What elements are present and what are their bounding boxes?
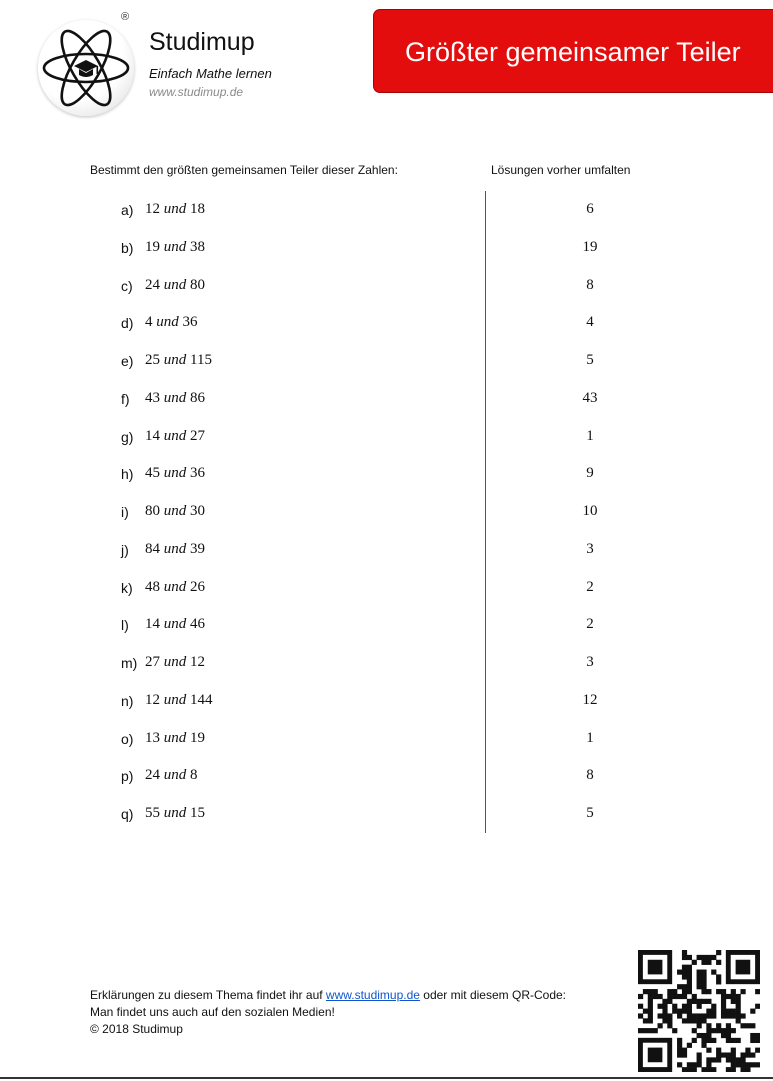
second-number: 26 (190, 578, 205, 595)
footer (90, 987, 566, 1038)
exercise-problem (145, 277, 205, 294)
exercise-row (0, 613, 773, 639)
second-number: 15 (190, 805, 205, 821)
exercise-row (0, 425, 773, 451)
and-word: und (163, 691, 187, 708)
exercise-letter: n) (121, 692, 134, 709)
brand-slogan: Einfach Mathe lernen (149, 66, 272, 81)
exercise-letter: j) (121, 541, 129, 558)
second-number: 80 (190, 276, 205, 293)
first-number: 84 (145, 540, 160, 557)
exercise-letter: m) (121, 655, 138, 671)
and-word: und (163, 238, 187, 255)
exercise-problem (145, 390, 205, 407)
exercise-letter: k) (121, 579, 133, 596)
page-title: Größter gemeinsamer Teiler (405, 37, 741, 67)
exercise-answer: 2 (586, 578, 594, 595)
first-number: 19 (145, 238, 160, 255)
footer-text-after-link: oder mit diesem QR-Code: (419, 988, 567, 1002)
exercise-problem (145, 314, 198, 331)
exercise-row (0, 764, 773, 790)
first-number: 12 (145, 691, 160, 708)
exercise-answer: 9 (586, 465, 594, 482)
and-word: und (163, 654, 187, 670)
exercise-row (0, 198, 773, 224)
exercise-row (0, 689, 773, 715)
title-banner (373, 9, 773, 93)
and-word: und (163, 578, 187, 595)
exercise-problem (145, 239, 205, 256)
logo (38, 14, 138, 114)
exercise-problem (145, 692, 213, 709)
copyright: © 2018 Studimup (90, 1022, 183, 1036)
second-number: 18 (190, 201, 205, 217)
exercise-answer: 19 (582, 238, 598, 255)
qr-code-icon[interactable] (638, 950, 760, 1072)
exercise-row (0, 576, 773, 602)
exercise-row (0, 727, 773, 753)
second-number: 36 (182, 314, 198, 331)
second-number: 144 (190, 691, 213, 708)
exercise-problem (145, 541, 205, 558)
brand-url: www.studimup.de (149, 85, 244, 99)
first-number: 24 (145, 276, 160, 293)
exercise-answer: 6 (586, 201, 594, 217)
and-word: und (163, 352, 187, 368)
and-word: und (163, 729, 187, 746)
exercise-problem (145, 428, 205, 445)
second-number: 19 (190, 729, 205, 746)
exercise-problem (145, 616, 205, 633)
solutions-header: Lösungen vorher umfalten (491, 163, 631, 177)
exercise-letter: d) (121, 315, 134, 332)
exercise-row (0, 802, 773, 828)
exercise-problem (145, 503, 205, 520)
and-word: und (163, 616, 187, 633)
second-number: 86 (190, 389, 205, 406)
exercise-problem (145, 730, 205, 747)
first-number: 4 (145, 314, 153, 331)
exercise-letter: l) (121, 617, 129, 634)
exercise-letter: e) (121, 353, 134, 369)
second-number: 46 (190, 616, 205, 633)
exercise-answer: 1 (586, 729, 594, 746)
exercise-answer: 5 (586, 805, 594, 821)
and-word: und (163, 465, 187, 482)
exercise-answer: 12 (582, 691, 598, 708)
exercise-answer: 1 (586, 427, 594, 444)
bottom-rule (0, 1077, 773, 1079)
exercise-row (0, 387, 773, 413)
second-number: 38 (190, 238, 205, 255)
exercise-letter: p) (121, 768, 134, 785)
exercise-answer: 10 (582, 503, 598, 519)
first-number: 14 (145, 616, 160, 633)
exercise-row (0, 651, 773, 677)
and-word: und (156, 314, 179, 331)
first-number: 55 (145, 805, 160, 821)
exercise-row (0, 274, 773, 300)
first-number: 25 (145, 352, 160, 368)
registered-mark: ® (121, 11, 130, 23)
exercise-letter: c) (121, 277, 133, 294)
exercise-row (0, 500, 773, 526)
exercise-answer: 3 (586, 654, 594, 670)
first-number: 24 (145, 767, 160, 784)
footer-line-1 (90, 987, 566, 1004)
exercise-problem (145, 654, 205, 671)
second-number: 36 (190, 465, 205, 482)
footer-text-before-link: Erklärungen zu diesem Thema findet ihr auf (90, 988, 326, 1002)
exercise-answer: 8 (586, 767, 594, 784)
atom-graduation-cap-icon (38, 20, 134, 116)
exercise-answer: 43 (582, 389, 598, 406)
exercise-answer: 2 (586, 616, 594, 633)
and-word: und (163, 767, 187, 784)
second-number: 12 (190, 654, 205, 670)
first-number: 12 (145, 201, 160, 217)
second-number: 27 (190, 427, 205, 444)
exercise-answer: 3 (586, 540, 594, 557)
exercise-problem (145, 465, 205, 482)
exercise-row (0, 236, 773, 262)
brand-name: Studimup (149, 28, 255, 56)
footer-line-2: Man findet uns auch auf den sozialen Medien! (90, 1005, 335, 1019)
second-number: 115 (190, 352, 212, 368)
second-number: 30 (190, 503, 205, 519)
exercise-problem (145, 352, 212, 369)
and-word: und (163, 276, 187, 293)
exercise-answer: 8 (586, 276, 594, 293)
exercise-row (0, 538, 773, 564)
exercise-letter: a) (121, 202, 134, 218)
exercise-problem (145, 767, 198, 784)
second-number: 8 (190, 767, 198, 784)
exercise-row (0, 462, 773, 488)
exercise-problem (145, 201, 205, 218)
exercise-row (0, 311, 773, 337)
exercise-letter: i) (121, 504, 129, 520)
first-number: 13 (145, 729, 160, 746)
second-number: 39 (190, 540, 205, 557)
exercise-letter: q) (121, 806, 134, 822)
exercise-letter: f) (121, 390, 130, 407)
exercise-problem (145, 805, 205, 822)
and-word: und (163, 540, 187, 557)
first-number: 14 (145, 427, 160, 444)
exercise-answer: 4 (586, 314, 594, 331)
first-number: 80 (145, 503, 160, 519)
and-word: und (163, 201, 187, 217)
first-number: 43 (145, 389, 160, 406)
and-word: und (163, 389, 187, 406)
and-word: und (163, 427, 187, 444)
first-number: 48 (145, 578, 160, 595)
instructions: Bestimmt den größten gemeinsamen Teiler dieser Zahlen: (90, 163, 398, 177)
and-word: und (163, 805, 187, 821)
exercise-answer: 5 (586, 352, 594, 368)
studimup-link[interactable]: www.studimup.de (325, 988, 420, 1002)
exercise-problem (145, 579, 205, 596)
exercise-letter: o) (121, 730, 134, 747)
and-word: und (163, 503, 187, 519)
exercise-letter: h) (121, 466, 134, 483)
exercise-letter: g) (121, 428, 134, 445)
exercise-letter: b) (121, 239, 134, 256)
first-number: 45 (145, 465, 160, 482)
first-number: 27 (145, 654, 160, 670)
exercise-row (0, 349, 773, 375)
